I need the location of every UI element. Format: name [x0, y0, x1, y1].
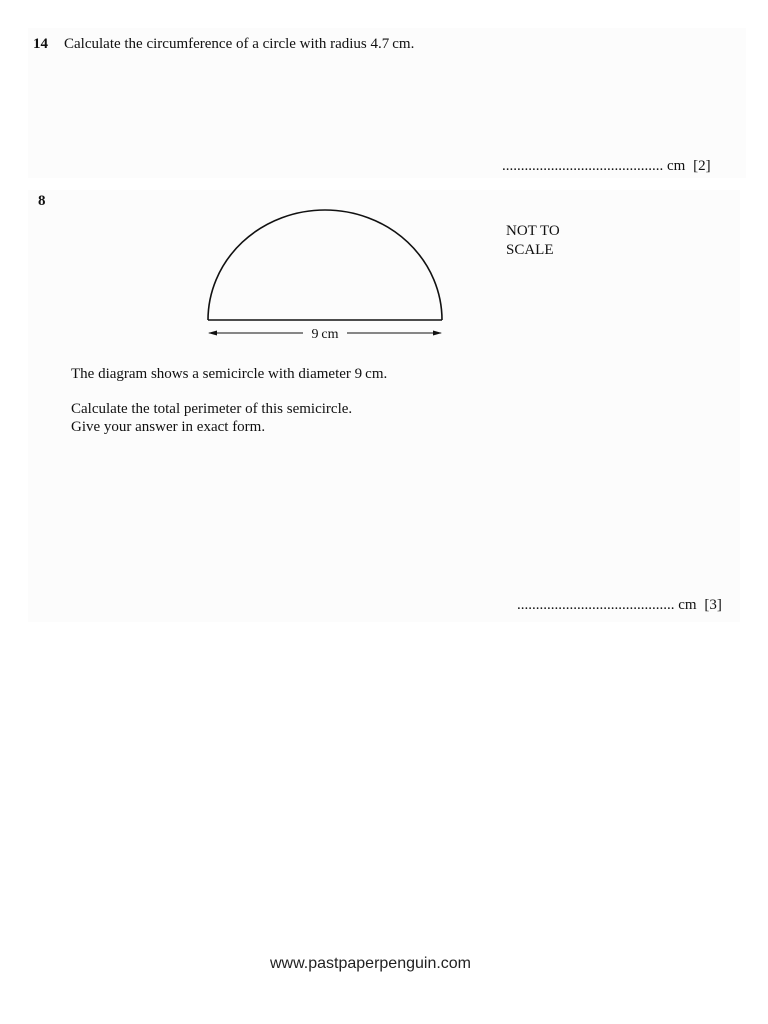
question-8-number: 8	[38, 193, 46, 209]
question-14-number: 14	[33, 36, 48, 52]
question-8-statement: The diagram shows a semicircle with diameter 9 cm.	[71, 366, 388, 382]
question-8-answer-line[interactable]	[517, 597, 722, 614]
arrowhead-left-icon	[208, 331, 217, 336]
marks-badge: [2]	[693, 158, 711, 174]
semicircle-arc	[208, 210, 442, 320]
question-8-instruction-1: Calculate the total perimeter of this semicircle.	[71, 401, 353, 417]
answer-unit: cm	[667, 158, 686, 174]
question-8-instruction-2: Give your answer in exact form.	[71, 419, 266, 435]
answer-unit: cm	[678, 597, 697, 613]
question-14-text: Calculate the circumference of a circle with radius 4.7 cm.	[64, 36, 415, 52]
marks-badge: [3]	[704, 597, 722, 613]
not-to-scale-note: NOT TO SCALE	[506, 223, 560, 258]
footer-url-link[interactable]: www.pastpaperpenguin.com	[270, 955, 472, 972]
answer-dots: ...........................................	[502, 158, 664, 174]
diameter-label: 9 cm	[311, 327, 339, 342]
arrowhead-right-icon	[433, 331, 442, 336]
answer-dots: ..........................................	[517, 597, 675, 613]
semicircle-diagram	[195, 200, 457, 350]
question-14-answer-line[interactable]	[502, 158, 711, 175]
